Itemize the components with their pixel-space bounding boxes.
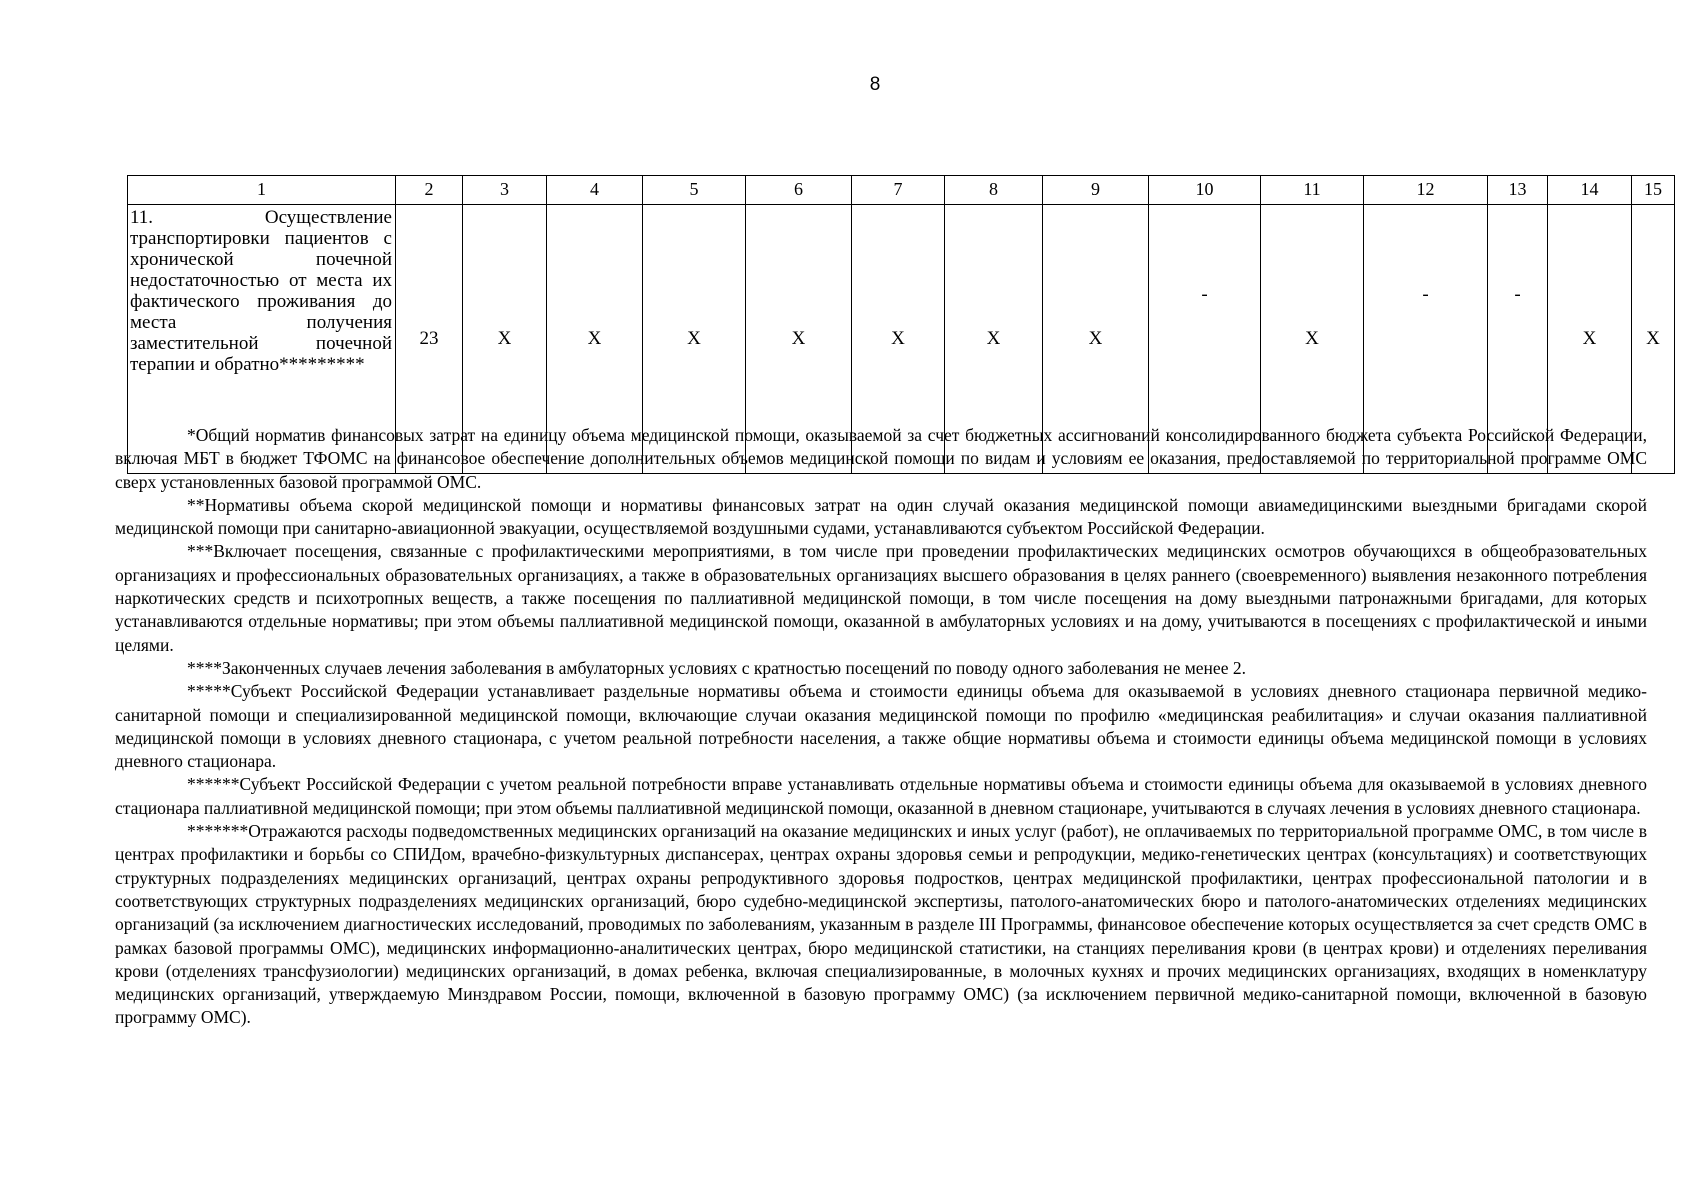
- table-cell: X: [1261, 205, 1364, 474]
- row-name-cell: 11. Осуществление транспортировки пациентов с хронической почечной недостаточностью от места их фактического проживания до места получения заместительной почечной терапии и обратно*********: [128, 205, 396, 474]
- column-header: 1: [128, 176, 396, 205]
- column-header: 12: [1364, 176, 1488, 205]
- column-header: 10: [1149, 176, 1261, 205]
- table-cell: X: [1632, 205, 1675, 474]
- table-cell: -: [1149, 205, 1261, 474]
- table-cell: X: [643, 205, 746, 474]
- footnote: *******Отражаются расходы подведомственных медицинских организаций на оказание медицинских и иных услуг (работ), не оплачиваемых по территориальной программе ОМС, в том числе в центрах профилактики и борьбы со СПИДом, врачебно-физкультурных диспансерах, центрах охраны здоровья семьи и репродукции, медико-генетических центрах (консультациях) и соответствующих структурных подразделениях медицинских организаций, центрах охраны репродуктивного здоровья подростков, центрах медицинской профилактики, центрах профессиональной патологии и в соответствующих структурных подразделениях медицинских организаций, бюро судебно-медицинской экспертизы, патолого-анатомических бюро и патолого-анатомических отделениях медицинских организаций (за исключением диагностических исследований, проводимых по заболеваниям, указанным в разделе III Программы, финансовое обеспечение которых осуществляется за счет средств ОМС в рамках базовой программы ОМС), медицинских информационно-аналитических центрах, бюро медицинской статистики, на станциях переливания крови (в центрах крови) и отделениях переливания крови (отделениях трансфузиологии) медицинских организаций, в домах ребенка, включая специализированные, в молочных кухнях и прочих медицинских организациях, входящих в номенклатуру медицинских организаций, утверждаемую Минздравом России, помощи, включенной в базовую программу ОМС) (за исключением первичной медико-санитарной помощи, включенной в базовую программу ОМС).: [115, 821, 1647, 1028]
- column-header: 4: [547, 176, 643, 205]
- column-header: 11: [1261, 176, 1364, 205]
- table-cell: X: [746, 205, 852, 474]
- footnote: ******Субъект Российской Федерации с учетом реальной потребности вправе устанавливать отдельные нормативы объема и стоимости единицы объема для оказываемой в условиях дневного стационара паллиативной медицинской помощи; при этом объемы паллиативной медицинской помощи, оказанной в дневном стационаре, учитываются в случаях лечения в условиях дневного стационара.: [115, 774, 1647, 818]
- footnotes: [115, 424, 1647, 1030]
- table-cell: X: [945, 205, 1043, 474]
- table-cell: X: [1548, 205, 1632, 474]
- column-header: 15: [1632, 176, 1675, 205]
- footnote: ****Законченных случаев лечения заболевания в амбулаторных условиях с кратностью посещений по поводу одного заболевания не менее 2.: [187, 657, 1246, 678]
- column-header: 3: [463, 176, 547, 205]
- column-header: 8: [945, 176, 1043, 205]
- table-cell: -: [1488, 205, 1548, 474]
- column-header: 7: [852, 176, 945, 205]
- table-header-row: [128, 176, 1675, 205]
- footnote: *Общий норматив финансовых затрат на единицу объема медицинской помощи, оказываемой за счет бюджетных ассигнований консолидированного бюджета субъекта Российской Федерации, включая МБТ в бюджет ТФОМС на финансовое обеспечение дополнительных объемов медицинской помощи по видам и условиям ее оказания, предоставляемой по территориальной программе ОМС сверх установленных базовой программой ОМС.: [115, 425, 1647, 492]
- table-cell: -: [1364, 205, 1488, 474]
- table-cell: X: [852, 205, 945, 474]
- table-cell: X: [1043, 205, 1149, 474]
- footnote: **Нормативы объема скорой медицинской помощи и нормативы финансовых затрат на один случай оказания медицинской помощи авиамедицинскими выездными бригадами скорой медицинской помощи при санитарно-авиационной эвакуации, осуществляемой воздушными судами, устанавливаются субъектом Российской Федерации.: [115, 494, 1647, 539]
- column-header: 5: [643, 176, 746, 205]
- table-cell: X: [547, 205, 643, 474]
- column-header: 14: [1548, 176, 1632, 205]
- column-header: 9: [1043, 176, 1149, 205]
- table-cell: X: [463, 205, 547, 474]
- table-cell: 23: [396, 205, 463, 474]
- footnote: *****Субъект Российской Федерации устанавливает раздельные нормативы объема и стоимости единицы объема для оказываемой в условиях дневного стационара первичной медико-санитарной помощи и специализированной медицинской помощи, включающие случаи оказания медицинской помощи по профилю «медицинская реабилитация» и случаи оказания паллиативной медицинской помощи в условиях дневного стационара, с учетом реальной потребности населения, а также общие нормативы объема и стоимости единицы объема медицинской помощи в условиях дневного стационара.: [115, 681, 1647, 772]
- column-header: 13: [1488, 176, 1548, 205]
- page-number: 8: [869, 74, 881, 95]
- column-header: 6: [746, 176, 852, 205]
- footnote: ***Включает посещения, связанные с профилактическими мероприятиями, в том числе при проведении профилактических медицинских осмотров обучающихся в общеобразовательных организациях и профессиональных образовательных организациях, а также в образовательных организациях высшего образования в целях раннего (своевременного) выявления незаконного потребления наркотических средств и психотропных веществ, а также посещения по паллиативной медицинской помощи, в том числе посещения на дому выездными патронажными бригадами, для которых устанавливаются отдельные нормативы; при этом объемы паллиативной медицинской помощи, оказанной в амбулаторных условиях и на дому, учитываются в посещениях с профилактической и иными целями.: [115, 541, 1647, 655]
- column-header: 2: [396, 176, 463, 205]
